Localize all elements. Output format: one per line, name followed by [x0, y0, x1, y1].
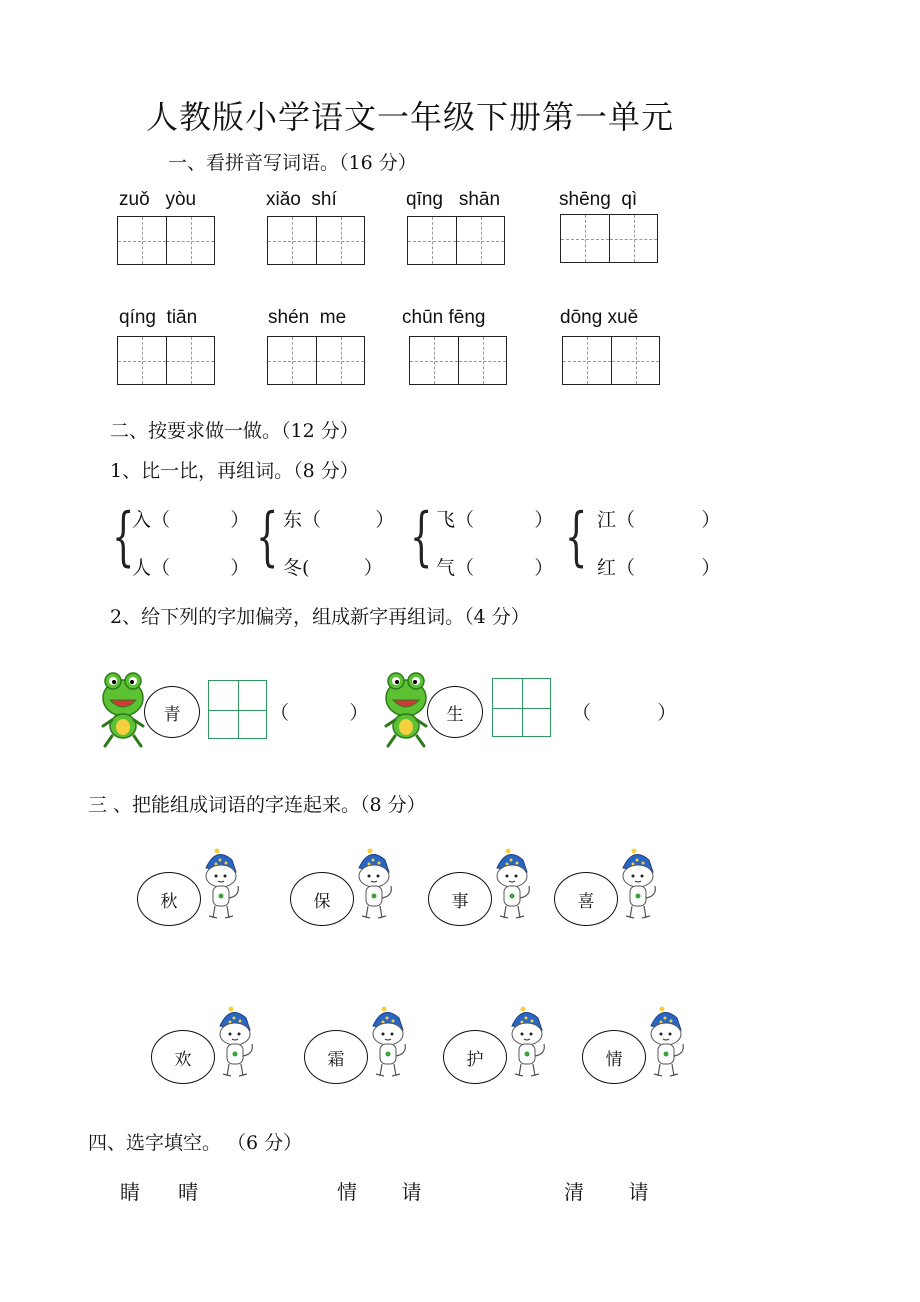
part2-heading: 2、给下列的字加偏旁，组成新字再组词。（4 分）	[110, 606, 530, 628]
left-brace: {	[565, 500, 588, 574]
char-oval: 生	[427, 686, 483, 738]
cat-icon	[349, 846, 399, 924]
writing-grid-green[interactable]	[208, 680, 267, 739]
choice-pair: 睛 晴	[120, 1180, 199, 1204]
char-oval[interactable]: 护	[443, 1030, 507, 1084]
page-title: 人教版小学语文一年级下册第一单元	[146, 98, 675, 136]
section1-heading: 一、看拼音写词语。（16 分）	[168, 152, 417, 174]
answer-paren[interactable]: （ ）	[270, 702, 369, 724]
section2-heading: 二、按要求做一做。（12 分）	[110, 420, 359, 442]
section4-heading: 四、选字填空。 （6 分）	[88, 1132, 303, 1154]
cat-icon	[210, 1004, 260, 1082]
compare-item[interactable]: 气（ ）	[436, 557, 554, 579]
cat-icon	[641, 1004, 691, 1082]
frog-icon	[383, 670, 429, 750]
compare-item[interactable]: 人（ ）	[132, 557, 250, 579]
section3-heading: 三 、把能组成词语的字连起来。（8 分）	[88, 794, 426, 816]
compare-item[interactable]: 飞（ ）	[436, 509, 554, 531]
left-brace: {	[410, 500, 433, 574]
pinyin-label: dōng xuě	[560, 307, 639, 328]
cat-icon	[613, 846, 663, 924]
left-brace: {	[256, 500, 279, 574]
pinyin-label: xiǎo shí	[266, 189, 337, 210]
writing-grid[interactable]	[267, 336, 365, 385]
cat-icon	[196, 846, 246, 924]
writing-grid[interactable]	[409, 336, 507, 385]
writing-grid[interactable]	[117, 336, 215, 385]
part1-heading: 1、比一比，再组词。（8 分）	[110, 460, 359, 482]
char-oval[interactable]: 欢	[151, 1030, 215, 1084]
writing-grid[interactable]	[407, 216, 505, 265]
char-oval[interactable]: 霜	[304, 1030, 368, 1084]
writing-grid[interactable]	[117, 216, 215, 265]
cat-icon	[487, 846, 537, 924]
pinyin-label: qīng shān	[406, 189, 501, 210]
compare-item[interactable]: 江（ ）	[597, 509, 721, 531]
pinyin-label: zuǒ yòu	[119, 189, 197, 210]
writing-grid[interactable]	[562, 336, 660, 385]
compare-item[interactable]: 入（ ）	[132, 509, 250, 531]
pinyin-label: shén me	[268, 307, 347, 328]
char-oval[interactable]: 保	[290, 872, 354, 926]
cat-icon	[502, 1004, 552, 1082]
cat-icon	[363, 1004, 413, 1082]
compare-item[interactable]: 东（ ）	[283, 509, 395, 531]
compare-item[interactable]: 红（ ）	[597, 557, 721, 579]
writing-grid-green[interactable]	[492, 678, 551, 737]
char-oval[interactable]: 情	[582, 1030, 646, 1084]
pinyin-label: shēng qì	[559, 189, 638, 210]
char-oval[interactable]: 喜	[554, 872, 618, 926]
char-oval[interactable]: 秋	[137, 872, 201, 926]
answer-paren[interactable]: （ ）	[572, 702, 677, 724]
choice-pair: 情 请	[337, 1180, 422, 1204]
pinyin-label: chūn fēng	[402, 307, 486, 328]
writing-grid[interactable]	[560, 214, 658, 263]
pinyin-label: qíng tiān	[119, 307, 198, 328]
writing-grid[interactable]	[267, 216, 365, 265]
left-brace: {	[112, 500, 135, 574]
char-oval: 青	[144, 686, 200, 738]
compare-item[interactable]: 冬( ）	[283, 557, 383, 579]
char-oval[interactable]: 事	[428, 872, 492, 926]
frog-icon	[100, 670, 146, 750]
choice-pair: 清 请	[564, 1180, 649, 1204]
